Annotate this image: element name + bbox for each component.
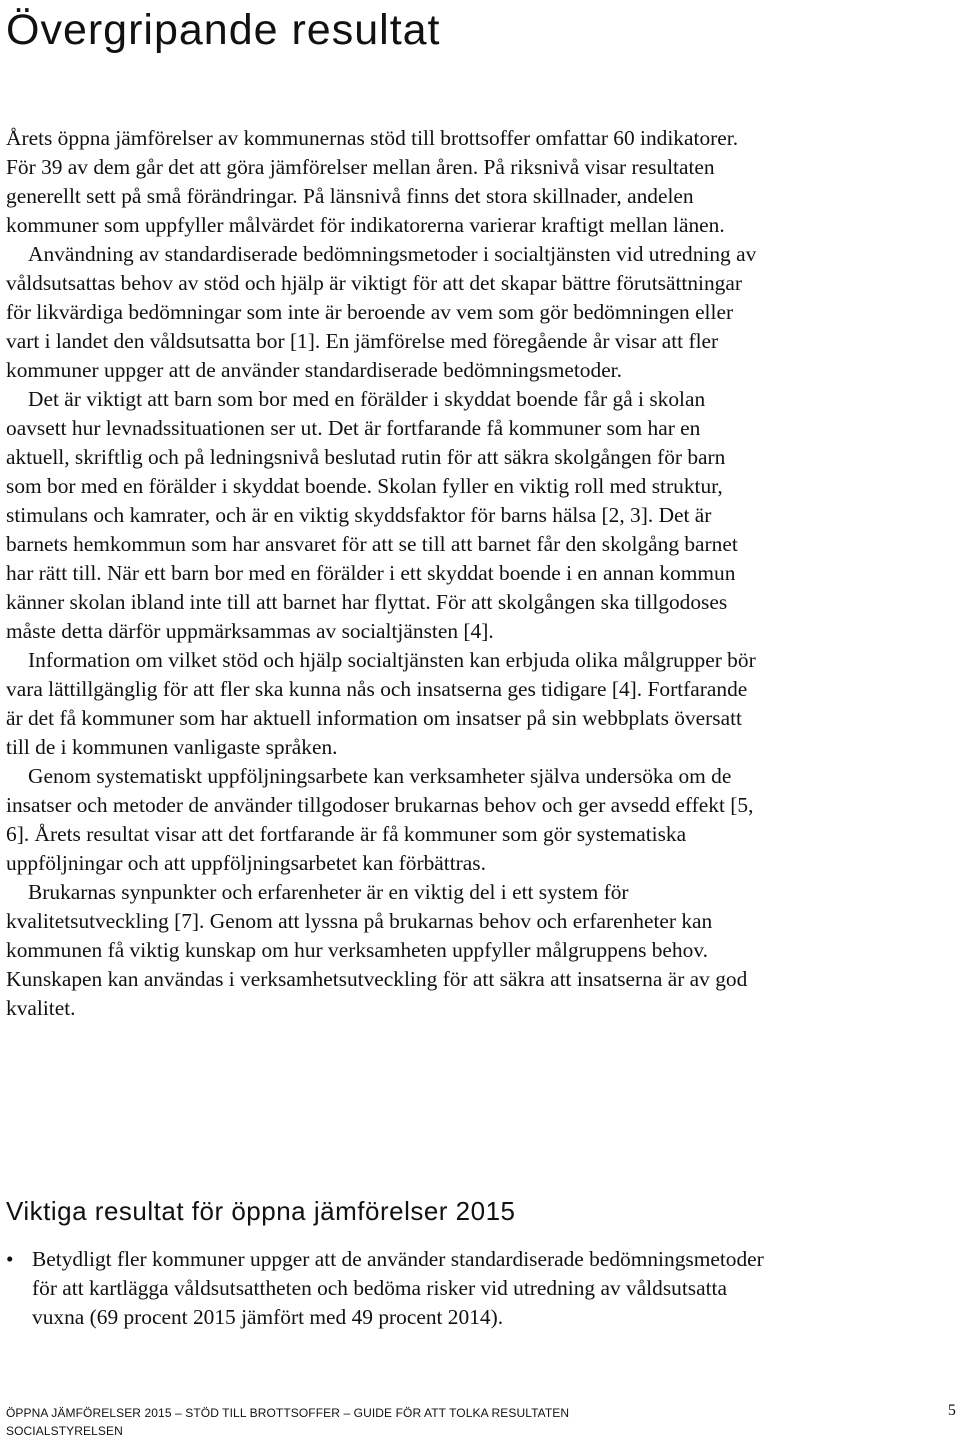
page-number: 5 bbox=[947, 1402, 956, 1419]
list-item-text: Betydligt fler kommuner uppger att de använder standardiserade bedömningsmetoder för att kartlägga våldsutsattheten och bedöma risker vid utredning av våldsutsatta vuxna (69 procent 2015 jämfört med 49 procent 2014). bbox=[32, 1247, 764, 1329]
paragraph-intro: Årets öppna jämförelser av kommunernas stöd till brottsoffer omfattar 60 indikatorer. För 39 av dem går det att göra jämförelser mellan åren. På riksnivå visar resultaten generellt sett på små förändringar. På länsnivå finns det stora skillnader, andelen kommuner som uppfyller målvärdet för indikatorerna varierar kraftigt mellan länen. bbox=[6, 126, 739, 237]
footer-publisher: SOCIALSTYRELSEN bbox=[6, 1424, 123, 1438]
paragraph-follow-up: Genom systematiskt uppföljningsarbete kan verksamheter själva undersöka om de insatser och metoder de använder tillgodoser brukarnas behov och ger avsedd effekt [5, 6]. Årets resultat visar att det fortfarande är få kommuner som gör systematiska uppföljningar och att uppföljningsarbetet kan förbättras. bbox=[6, 764, 754, 875]
paragraph-assessment-methods: Användning av standardiserade bedömningsmetoder i socialtjänsten vid utredning av våldsutsattas behov av stöd och hjälp är viktigt för att det skapar bättre förutsättningar för likvärdiga bedömningar som inte är beroende av vem som gör bedömningen eller vart i landet den våldsutsatta bor [1]. En jämförelse med föregående år visar att fler kommuner uppger att de använder standardiserade bedömningsmetoder. bbox=[6, 242, 757, 382]
bullet-icon: • bbox=[6, 1247, 14, 1271]
paragraph-user-feedback: Brukarnas synpunkter och erfarenheter är en viktig del i ett system för kvalitetsutveckling [7]. Genom att lyssna på brukarnas behov och erfarenheter kan kommunen få viktig kunskap om hur verksamheten uppfyller målgruppens behov. Kunskapen kan användas i verksamhetsutveckling för att säkra att insatserna är av god kvalitet. bbox=[6, 880, 748, 1020]
page-title: Övergripande resultat bbox=[6, 6, 441, 54]
footer-publication: ÖPPNA JÄMFÖRELSER 2015 – STÖD TILL BROTTSOFFER – GUIDE FÖR ATT TOLKA RESULTATEN bbox=[6, 1406, 570, 1420]
section-heading: Viktiga resultat för öppna jämförelser 2015 bbox=[6, 1196, 516, 1226]
paragraph-information: Information om vilket stöd och hjälp socialtjänsten kan erbjuda olika målgrupper bör vara lättillgänglig för att fler ska kunna nås och insatserna ges tidigare [4]. Fortfarande är det få kommuner som har aktuell information om insatser på sin webbplats översatt till de i kommunen vanligaste språken. bbox=[6, 648, 756, 759]
paragraph-schooling: Det är viktigt att barn som bor med en förälder i skyddat boende får gå i skolan oavsett hur levnadssituationen ser ut. Det är fortfarande få kommuner som har en aktuell, skriftlig och på ledningsnivå beslutad rutin för att säkra skolgången för barn som bor med en förälder i skyddat boende. Skolan fyller en viktig roll med struktur, stimulans och kamrater, och är en viktig skyddsfaktor för barns hälsa [2, 3]. Det är barnets hemkommun som har ansvaret för att se till att barnet får den skolgång barnet har rätt till. När ett barn bor med en förälder i ett skyddat boende i en annan kommun känner skolan ibland inte till att barnet har flyttat. För att skolgången ska tillgodoses måste detta därför uppmärksammas av socialtjänsten [4]. bbox=[6, 387, 738, 643]
document-page bbox=[6, 0, 954, 1442]
list-item bbox=[6, 1245, 766, 1332]
results-list bbox=[6, 1245, 766, 1332]
page-footer bbox=[6, 1404, 958, 1440]
body-text bbox=[6, 124, 766, 1023]
